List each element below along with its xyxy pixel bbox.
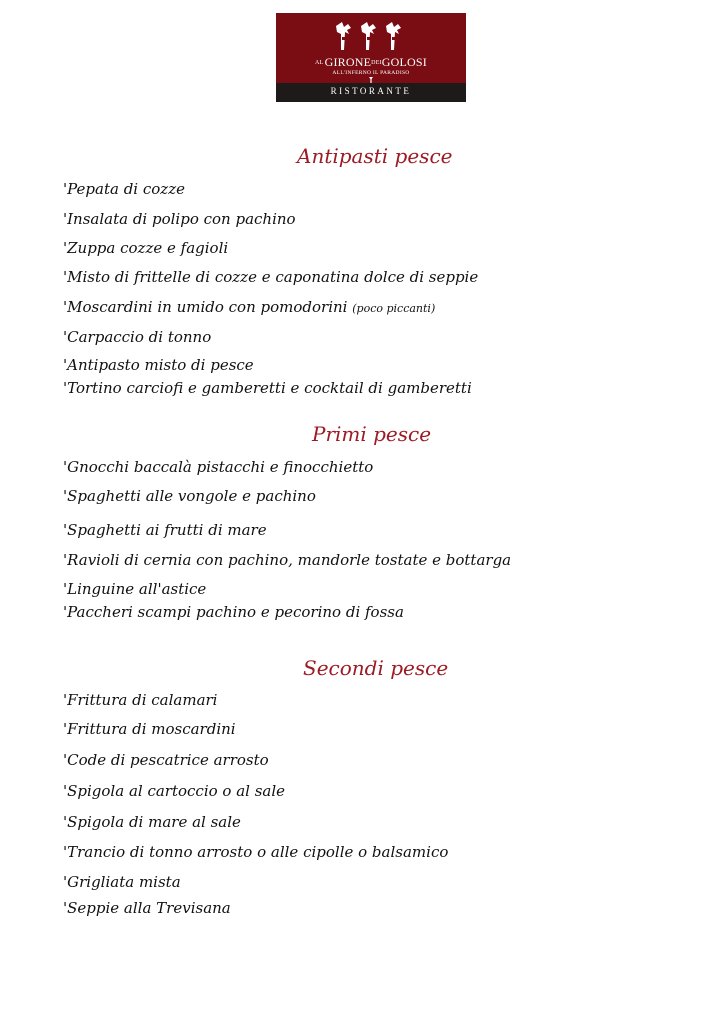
menu-item: 'Pepata di cozze: [63, 180, 185, 198]
menu-item: 'Spigola al cartoccio o al sale: [63, 782, 286, 800]
menu-item: 'Frittura di calamari: [63, 691, 218, 709]
menu-item: 'Gnocchi baccalà pistacchi e finocchietto: [63, 458, 374, 476]
menu-item: 'Trancio di tonno arrosto o alle cipolle o balsamico: [63, 843, 449, 861]
section-title-secondi: Secondi pesce: [303, 656, 449, 680]
restaurant-logo: [276, 13, 466, 102]
menu-item: 'Spaghetti ai frutti di mare: [63, 521, 267, 539]
menu-item: 'Insalata di polipo con pachino: [63, 210, 296, 228]
menu-item: 'Code di pescatrice arrosto: [63, 751, 269, 769]
menu-item: 'Antipasto misto di pesce: [63, 356, 254, 374]
menu-item: 'Misto di frittelle di cozze e caponatina dolce di seppie: [63, 268, 479, 286]
menu-item: [63, 298, 435, 316]
section-title-antipasti: Antipasti pesce: [297, 144, 453, 168]
menu-item: 'Zuppa cozze e fagioli: [63, 239, 229, 257]
menu-item: 'Carpaccio di tonno: [63, 328, 212, 346]
trident-icon: [369, 77, 373, 83]
menu-item: 'Linguine all'astice: [63, 580, 207, 598]
logo-name: AL GIRONEDEIGOLOSI: [315, 55, 427, 69]
logo-subtitle: RISTORANTE: [330, 86, 412, 96]
menu-item: 'Grigliata mista: [63, 873, 181, 891]
menu-item: 'Ravioli di cernia con pachino, mandorle tostate e bottarga: [63, 551, 512, 569]
menu-item: 'Seppie alla Trevisana: [63, 899, 231, 917]
menu-item-name: 'Moscardini in umido con pomodorini: [63, 298, 348, 316]
menu-item: 'Paccheri scampi pachino e pecorino di fossa: [63, 603, 404, 621]
menu-item: 'Spigola di mare al sale: [63, 813, 241, 831]
menu-item-note: (poco piccanti): [352, 302, 436, 315]
menu-item: 'Frittura di moscardini: [63, 720, 236, 738]
devil-figures-icon: [334, 20, 408, 54]
section-title-primi: Primi pesce: [312, 422, 432, 446]
menu-item: 'Spaghetti alle vongole e pachino: [63, 487, 316, 505]
menu-item: 'Tortino carciofi e gamberetti e cocktail di gamberetti: [63, 379, 472, 397]
logo-tagline: ALL'INFERNO IL PARADISO: [332, 70, 410, 76]
